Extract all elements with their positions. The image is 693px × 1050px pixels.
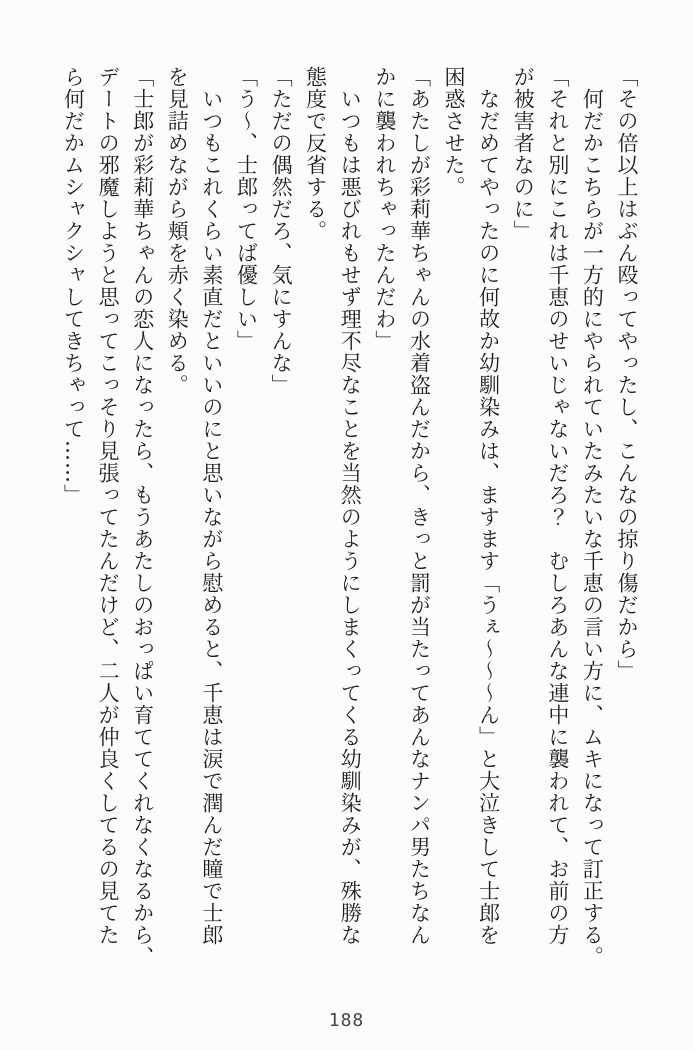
text-line: 「その倍以上はぶん殴ってやったし、こんなの掠り傷だから」 <box>615 66 639 682</box>
text-line: 困惑させた。 <box>442 66 467 198</box>
text-line: を見詰めながら頬を赤く染める。 <box>165 66 190 396</box>
page-number: 188 <box>328 1010 365 1031</box>
text-line: いつもは悪びれもせず理不尽なことを当然のようにしまくってくる幼馴染みが、殊勝な <box>338 66 363 946</box>
text-line: 「う〜、士郎ってば優しい」 <box>234 66 259 352</box>
text-line: 態度で反省する。 <box>303 66 328 242</box>
text-line: 「それと別にこれは千恵のせいじゃないだろ？ むしろあんな連中に襲われて、お前の方 <box>545 66 570 946</box>
page-footer <box>329 1010 365 1031</box>
text-line: 何だかこちらが一方的にやられていたみたいな千恵の言い方に、ムキになって訂正する。 <box>580 66 605 968</box>
text-line: が被害者なのに」 <box>511 66 536 242</box>
text-line: いつもこれくらい素直だといいのにと思いながら慰めると、千恵は涙で潤んだ瞳で士郎 <box>199 66 224 946</box>
text-line: ら何だかムシャクシャしてきちゃって……」 <box>61 66 86 506</box>
text-line: かに襲われちゃったんだわ」 <box>372 66 397 352</box>
text-line: 「あたしが彩莉華ちゃんの水着盗んだから、きっと罰が当たってあんなナンパ男たちなん <box>407 66 432 946</box>
text-line: なだめてやったのに何故か幼馴染みは、ますます「うぇ〜〜〜ん」と大泣きして士郎を <box>476 66 501 946</box>
text-line: 「士郎が彩莉華ちゃんの恋人になったら、もうあたしのおっぱい育ててくれなくなるから、 <box>130 66 155 968</box>
text-line: 「ただの偶然だろ、気にすんな」 <box>269 66 294 396</box>
text-line: デートの邪魔しようと思ってこっそり見張ってたんだけど、二人が仲良くしてるの見てた <box>96 66 121 946</box>
page-text-block <box>56 66 644 978</box>
